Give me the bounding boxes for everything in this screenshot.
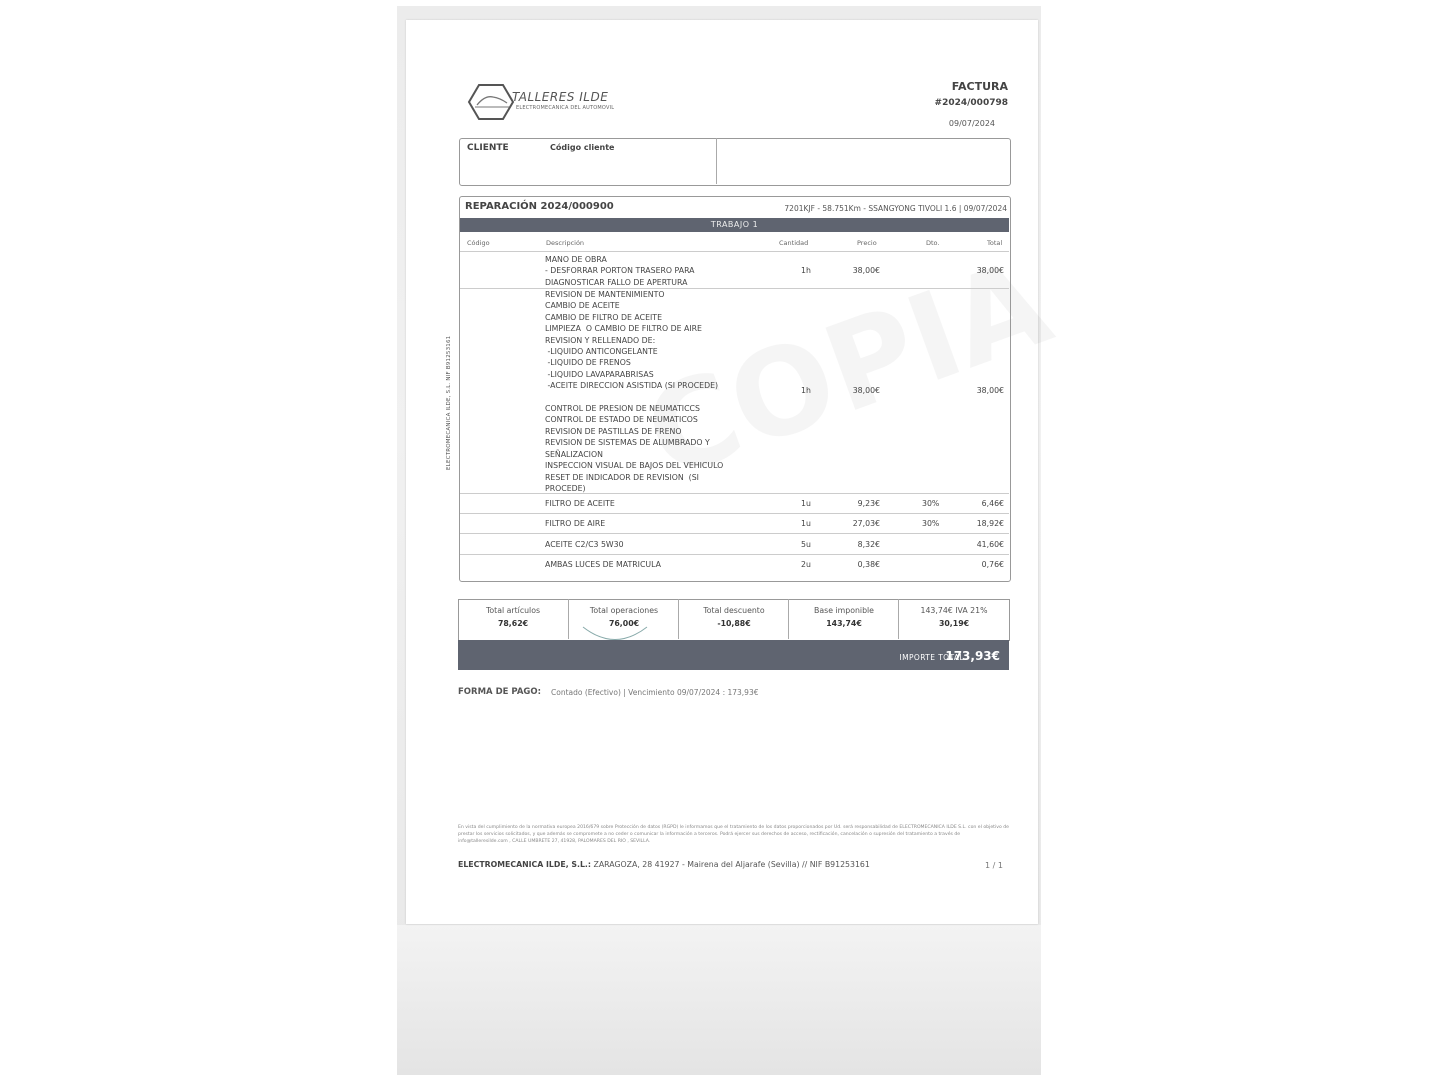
- doc-type: FACTURA: [951, 80, 1008, 93]
- logo-icon: [467, 83, 515, 121]
- table-row-price: 27,03€: [852, 519, 880, 528]
- client-code-label: Código cliente: [550, 143, 615, 152]
- scan-bottom-shadow: [397, 925, 1041, 1075]
- col-price: Precio: [857, 239, 877, 247]
- logo-name: TALLERES ILDE: [512, 90, 609, 104]
- table-row-quantity: 5u: [801, 540, 811, 549]
- client-label: CLIENTE: [467, 143, 509, 153]
- vat-value: 30,19€: [938, 619, 970, 628]
- vehicle-info: 7201KJF - 58.751Km - SSANGYONG TIVOLI 1.6 | 09/07/2024: [784, 204, 1007, 213]
- tax-base-value: 143,74€: [826, 619, 862, 628]
- total-amount-value: 173,93€: [945, 649, 1000, 663]
- col-code: Código: [467, 239, 490, 247]
- invoice-number: #2024/000798: [934, 98, 1008, 108]
- page-number: 1 / 1: [985, 861, 1003, 870]
- table-row-price: 38,00€: [852, 386, 880, 395]
- table-row-total: 41,60€: [976, 540, 1004, 549]
- row-divider: [460, 513, 1009, 514]
- client-divider: [716, 138, 717, 184]
- total-operations-value: 76,00€: [608, 619, 640, 628]
- job-bar: TRABAJO 1: [460, 218, 1009, 232]
- footer-address: ZARAGOZA, 28 41927 - Mairena del Aljarafe (Sevilla) // NIF B91253161: [593, 860, 870, 869]
- table-row-quantity: 2u: [801, 560, 811, 569]
- client-box: [459, 138, 1011, 186]
- logo-tagline: ELECTROMECANICA DEL AUTOMOVIL: [516, 105, 615, 111]
- total-articles-label: Total artículos: [485, 606, 541, 615]
- repair-title: REPARACIÓN 2024/000900: [465, 201, 614, 212]
- vat-label: 143,74€ IVA 21%: [920, 606, 988, 615]
- tax-base-label: Base imponible: [814, 606, 874, 615]
- table-row-description: ACEITE C2/C3 5W30: [545, 540, 624, 549]
- col-quantity: Cantidad: [779, 239, 809, 247]
- row-divider: [460, 493, 1009, 494]
- table-row-price: 0,38€: [857, 560, 880, 569]
- row-divider: [460, 533, 1009, 534]
- table-row-discount: 30%: [922, 519, 940, 528]
- total-discount-value: -10,88€: [717, 619, 751, 628]
- total-discount-label: Total descuento: [703, 606, 765, 615]
- total-articles-value: 78,62€: [497, 619, 529, 628]
- table-row-price: 9,23€: [857, 499, 880, 508]
- row-divider: [460, 554, 1009, 555]
- side-company-text: ELECTROMECANICA ILDE, S.L. NIF B91253161: [446, 335, 452, 470]
- row-divider: [460, 288, 1009, 289]
- footer-company-name: ELECTROMECANICA ILDE, S.L.:: [458, 860, 592, 869]
- payment-value: Contado (Efectivo) | Vencimiento 09/07/2024 : 173,93€: [551, 688, 759, 697]
- table-row-quantity: 1h: [801, 386, 811, 395]
- table-row-price: 8,32€: [857, 540, 880, 549]
- total-amount-label: IMPORTE TOTAL: [899, 653, 964, 662]
- col-description: Descripción: [546, 239, 585, 247]
- table-row-total: 38,00€: [976, 266, 1004, 275]
- table-row-total: 0,76€: [981, 560, 1004, 569]
- table-row-quantity: 1u: [801, 519, 811, 528]
- row-divider: [460, 251, 1009, 252]
- table-row-total: 18,92€: [976, 519, 1004, 528]
- table-row-description: FILTRO DE AIRE: [545, 519, 606, 528]
- legal-notice: En vista del cumplimiento de la normativa europea 2016/679 sobre Protección de datos (RGPD) le informamos que el tratamiento de los datos proporcionados por Ud. será responsabilidad de ELECTROMECANICA ILDE S.L. con el objetivo de prestar los servicios solicitados, y que además se compromete a no ceder o comunicar la información a terceros. Podrá ejercer sus derechos de acceso, rectificación, cancelación o supresión del tratamiento a través de info@talleresilde.com , CALLE UMBRETE 27, 41928, PALOMARES DEL RIO , SEVILLA.: [458, 825, 1009, 844]
- table-row-description: AMBAS LUCES DE MATRICULA: [545, 560, 661, 569]
- table-row-discount: 30%: [922, 499, 940, 508]
- table-row-price: 38,00€: [852, 266, 880, 275]
- table-row-description: REVISION DE MANTENIMIENTO CAMBIO DE ACEITE CAMBIO DE FILTRO DE ACEITE LIMPIEZA O CAMBIO DE FILTRO DE AIRE REVISION Y RELLENADO DE: -LIQUIDO ANTICONGELANTE -LIQUIDO DE FRENOS -LIQUIDO LAVAPARABRISAS -ACEITE DIRECCION ASISTIDA (SI PROCEDE) CONTROL DE PRESION DE NEUMATICCS CONTROL DE ESTADO DE NEUMATICOS REVISION DE PASTILLAS DE FRENO REVISION DE SISTEMAS DE ALUMBRADO Y SEÑALIZACION INSPECCION VISUAL DE BAJOS DEL VEHICULO RESET DE INDICADOR DE REVISION (SI PROCEDE): [545, 290, 724, 493]
- table-row-quantity: 1h: [801, 266, 811, 275]
- table-row-total: 6,46€: [981, 499, 1004, 508]
- table-row-total: 38,00€: [976, 386, 1004, 395]
- table-row-description: MANO DE OBRA - DESFORRAR PORTON TRASERO PARA DIAGNOSTICAR FALLO DE APERTURA: [545, 255, 695, 287]
- invoice-date: 09/07/2024: [948, 119, 995, 128]
- payment-label: FORMA DE PAGO:: [458, 687, 542, 697]
- total-operations-label: Total operaciones: [589, 606, 659, 615]
- footer-company: [458, 860, 870, 869]
- table-row-description: FILTRO DE ACEITE: [545, 499, 615, 508]
- col-discount: Dto.: [926, 239, 940, 247]
- table-row-quantity: 1u: [801, 499, 811, 508]
- col-total: Total: [987, 239, 1003, 247]
